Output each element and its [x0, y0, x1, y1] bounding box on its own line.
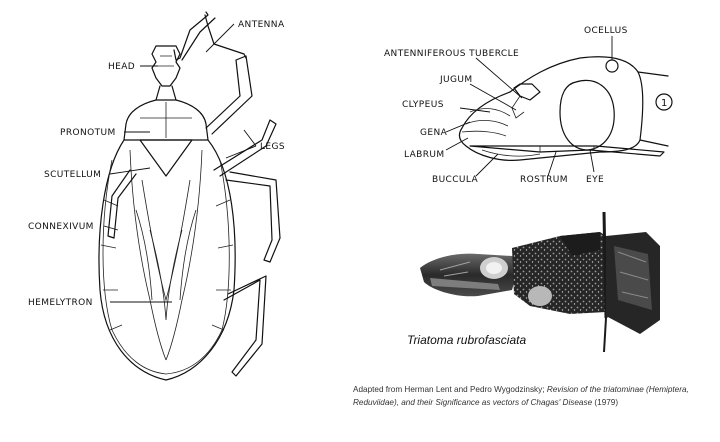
label-pronotum: PRONOTUM [60, 128, 116, 138]
label-hemelytron: HEMELYTRON [28, 298, 93, 308]
citation-year: (1979) [592, 397, 619, 407]
label-labrum: LABRUM [404, 150, 445, 160]
label-head: HEAD [108, 62, 136, 72]
figure-number: 1 [661, 98, 668, 109]
photo-caption: Triatoma rubrofasciata [407, 333, 527, 347]
label-antenniferous-tubercle: ANTENNIFEROUS TUBERCLE [384, 49, 520, 59]
label-connexivum: CONNEXIVUM [28, 222, 94, 232]
label-buccula: BUCCULA [432, 175, 479, 185]
label-eye: EYE [586, 175, 605, 185]
citation-text [353, 384, 715, 409]
citation-prefix: Adapted from Herman Lent and Pedro Wygodzinsky; [353, 385, 547, 394]
label-clypeus: CLYPEUS [402, 100, 444, 110]
specimen-photo [420, 212, 660, 352]
label-antenna: ANTENNA [238, 20, 285, 30]
citation-title: Revision of the triatominae (Hemiptera, Reduviidae), and their Significance as vectors of Chagas' Disease [353, 385, 689, 407]
label-ocellus: OCELLUS [584, 26, 628, 36]
label-jugum: JUGUM [440, 75, 473, 85]
label-legs: LEGS [260, 142, 285, 152]
label-rostrum: ROSTRUM [520, 175, 568, 185]
head-lateral-drawing [459, 57, 672, 161]
label-gena: GENA [420, 128, 448, 138]
label-scutellum: SCUTELLUM [44, 170, 102, 180]
